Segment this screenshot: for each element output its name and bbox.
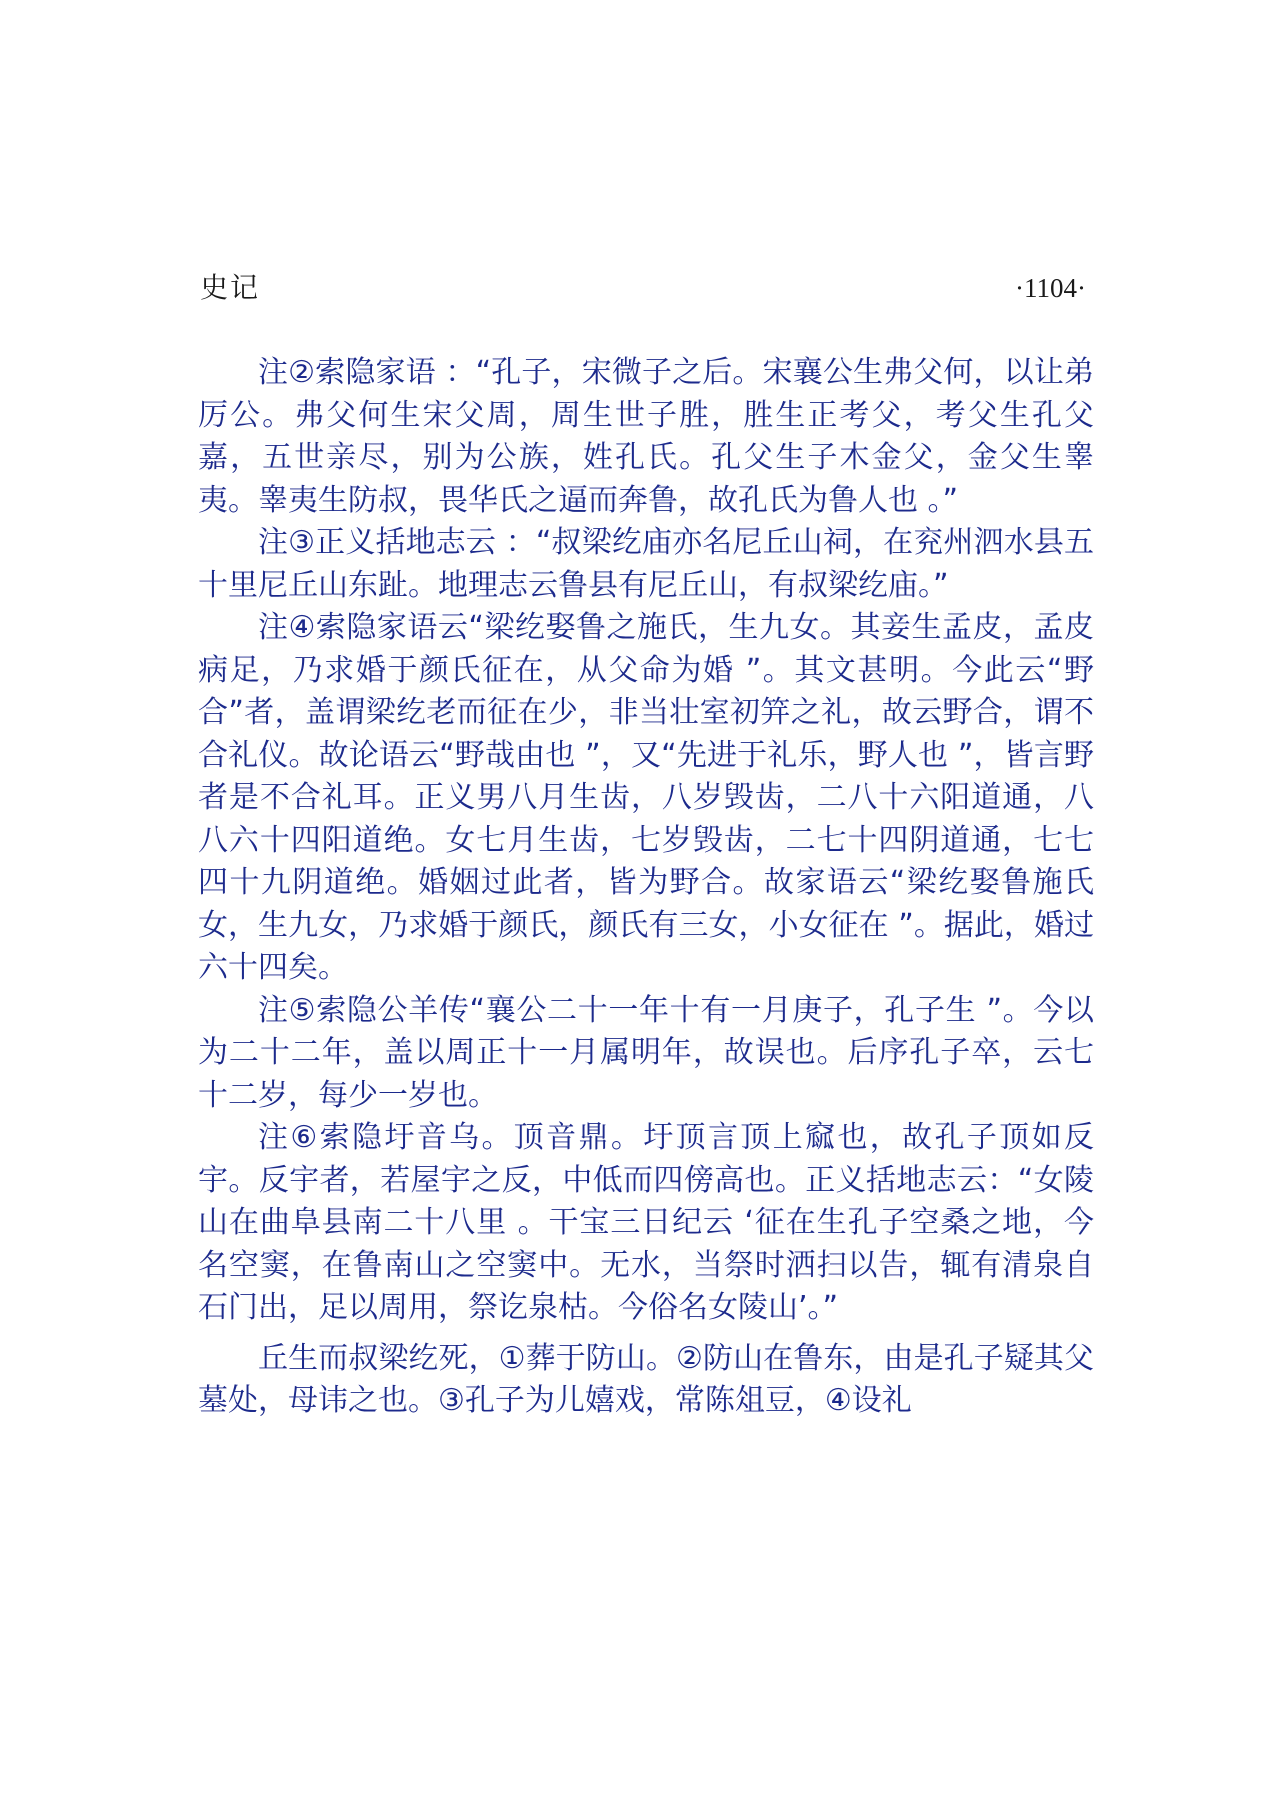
note-paragraph-3: 注③正义括地志云 ：“叔梁纥庙亦名尼丘山祠，在兖州泗水县五十里尼丘山东趾。地理志云鲁县有尼丘山，有叔梁纥庙。”: [198, 525, 1094, 603]
page-number: ·1104·: [1015, 273, 1086, 303]
body-text: [198, 352, 1094, 1423]
note-paragraph-6: 注⑥索隐圩音乌。顶音鼎。圩顶言顶上窳也，故孔子顶如反宇。反宇者，若屋宇之反，中低而四傍高也。正义括地志云：“女陵山在曲阜县南二十八里 。干宝三日纪云 ‘征在生孔子空桑之地，今名空窦，在鲁南山之空窦中。无水，当祭时洒扫以告，辄有清泉自石门出，足以周用，祭讫泉枯。今俗名女陵山’。”: [198, 1120, 1094, 1325]
running-header: [200, 268, 1086, 308]
note-paragraph-5: 注⑤索隐公羊传“襄公二十一年十有一月庚子，孔子生 ”。今以为二十二年，盖以周正十一月属明年，故误也。后序孔子卒，云七十二岁，每少一岁也。: [198, 992, 1094, 1113]
book-title: 史记: [200, 271, 261, 304]
note-paragraph-4: 注④索隐家语云“梁纥娶鲁之施氏，生九女。其妾生孟皮，孟皮病足，乃求婚于颜氏征在，从父命为婚 ”。其文甚明。今此云“野合”者，盖谓梁纥老而征在少，非当壮室初笄之礼，故云野合，谓不合礼仪。故论语云“野哉由也 ”，又“先进于礼乐，野人也 ”，皆言野者是不合礼耳。正义男八月生齿，八岁毁齿，二八十六阳道通，八八六十四阳道绝。女七月生齿，七岁毁齿，二七十四阴道通，七七四十九阴道绝。婚姻过此者，皆为野合。故家语云“梁纥娶鲁施氏女，生九女，乃求婚于颜氏，颜氏有三女，小女征在 ”。据此，婚过六十四矣。: [198, 610, 1094, 985]
note-paragraph-2: 注②索隐家语 ：“孔子，宋微子之后。宋襄公生弗父何，以让弟厉公。弗父何生宋父周，周生世子胜，胜生正考父，考父生孔父嘉，五世亲尽，别为公族，姓孔氏。孔父生子木金父，金父生睾夷。睾夷生防叔，畏华氏之逼而奔鲁，故孔氏为鲁人也 。”: [198, 355, 1094, 518]
main-text-paragraph: 丘生而叔梁纥死，①葬于防山。②防山在鲁东，由是孔子疑其父墓处，母讳之也。③孔子为儿嬉戏，常陈俎豆，④设礼: [198, 1340, 1094, 1418]
